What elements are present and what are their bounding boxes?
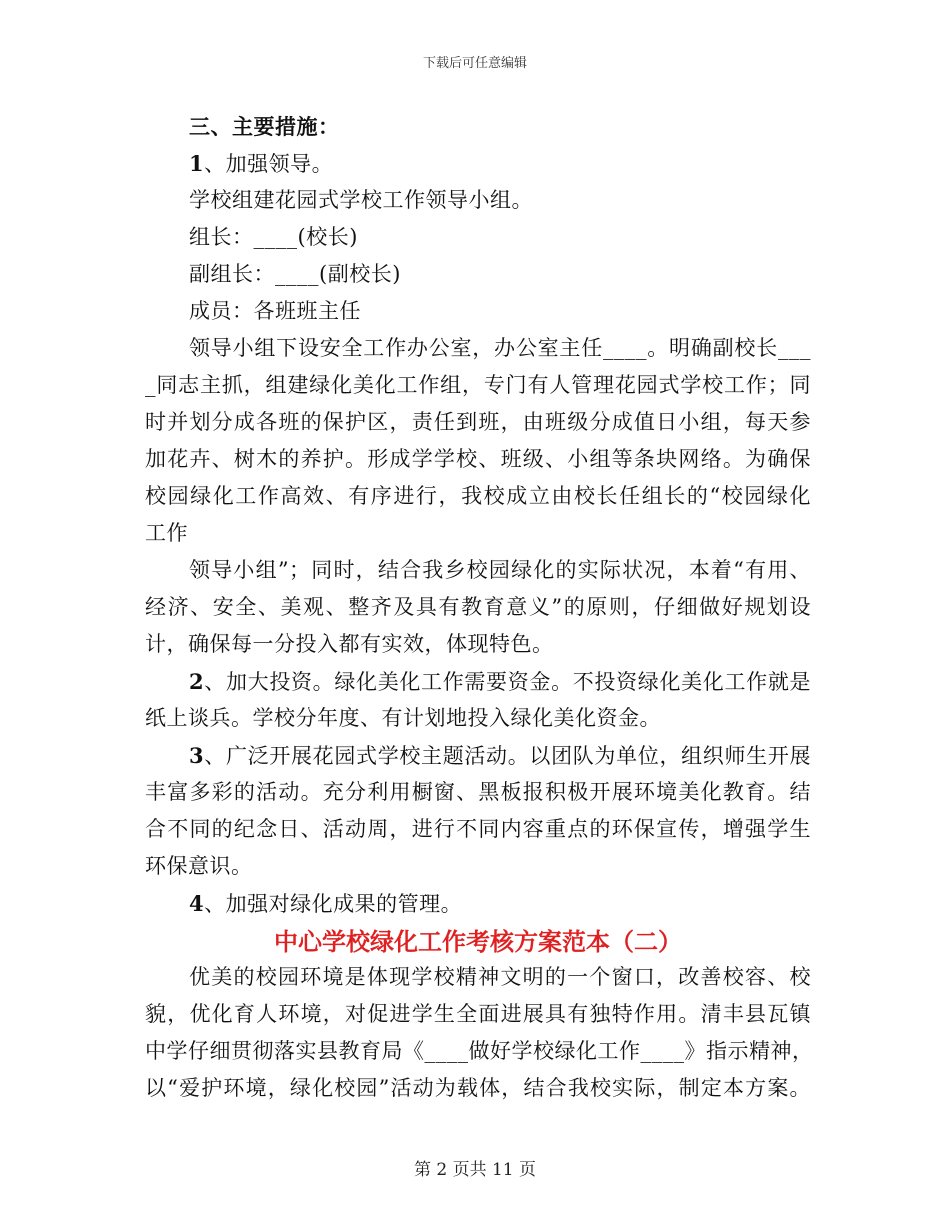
item-3-number: 3 (189, 743, 205, 768)
text-line-leading-group: 学校组建花园式学校工作领导小组。 (189, 188, 533, 212)
item-2-text: 、加大投资。绿化美化工作需要资金。不投资绿化美化工作就是 (204, 670, 811, 694)
item-1-number: 1 (189, 151, 205, 176)
text-line-deputy-leader: 副组长：____(副校长) (189, 262, 401, 286)
item-4-text: 、加强对绿化成果的管理。 (204, 892, 463, 916)
intro-line: 优美的校园环境是体现学校精神文明的一个窗口，改善校容、校 (189, 965, 811, 989)
item-1-text: 、加强领导。 (204, 152, 334, 176)
paragraph-line: _同志主抓，组建绿化美化工作组，专门有人管理花园式学校工作；同 (145, 373, 811, 397)
item-4-number: 4 (189, 891, 205, 916)
intro-line: 以“爱护环境，绿化校园”活动为载体，结合我校实际，制定本方案。 (145, 1076, 811, 1100)
paragraph-line: 计，确保每一分投入都有实效，体现特色。 (145, 632, 554, 656)
paragraph-line: 纸上谈兵。学校分年度、有计划地投入绿化美化资金。 (145, 706, 661, 730)
paragraph-line: 领导小组”；同时，结合我乡校园绿化的实际状况，本着“有用、 (189, 558, 811, 582)
intro-line: 貌，优化育人环境，对促进学生全面进展具有独特作用。清丰县瓦镇 (145, 1002, 811, 1026)
paragraph-line: 经济、安全、美观、整齐及具有教育意义”的原则，仔细做好规划设 (145, 595, 811, 619)
page-header: 下载后可任意编辑 (422, 56, 527, 71)
paragraph-line: 时并划分成各班的保护区，责任到班，由班级分成值日小组，每天参 (145, 410, 811, 434)
item-1-title (145, 145, 811, 182)
text-line-group-leader: 组长：____(校长) (189, 225, 358, 249)
item-3-text: 、广泛开展花园式学校主题活动。以团队为单位，组织师生开展 (204, 744, 811, 768)
document-body (145, 108, 814, 1107)
paragraph-line: 校园绿化工作高效、有序进行，我校成立由校长任组长的“校园绿化 (145, 484, 811, 508)
paragraph-line: 工作 (145, 521, 188, 545)
paragraph-line: 领导小组下设安全工作办公室，办公室主任____。明确副校长___ (189, 336, 811, 360)
section-heading: 三、主要措施： (189, 114, 340, 139)
page-footer: 第 2 页共 11 页 (413, 1160, 537, 1180)
paragraph-line: 环保意识。 (145, 854, 253, 878)
paragraph-line: 加花卉、树木的养护。形成学学校、班级、小组等条块网络。为确保 (145, 447, 811, 471)
item-2-number: 2 (189, 669, 205, 694)
paragraph-line: 丰富多彩的活动。充分利用橱窗、黑板报积极开展环境美化教育。结 (145, 780, 811, 804)
text-line-members: 成员：各班班主任 (189, 299, 361, 323)
intro-line: 中学仔细贯彻落实县教育局《____做好学校绿化工作____》指示精神， (145, 1039, 814, 1063)
item-4-line (145, 885, 811, 922)
section-title: 中心学校绿化工作考核方案范本（二） (274, 927, 682, 956)
item-3-line (145, 737, 811, 774)
paragraph-line: 合不同的纪念日、活动周，进行不同内容重点的环保宣传，增强学生 (145, 817, 811, 841)
item-2-line (145, 663, 811, 700)
